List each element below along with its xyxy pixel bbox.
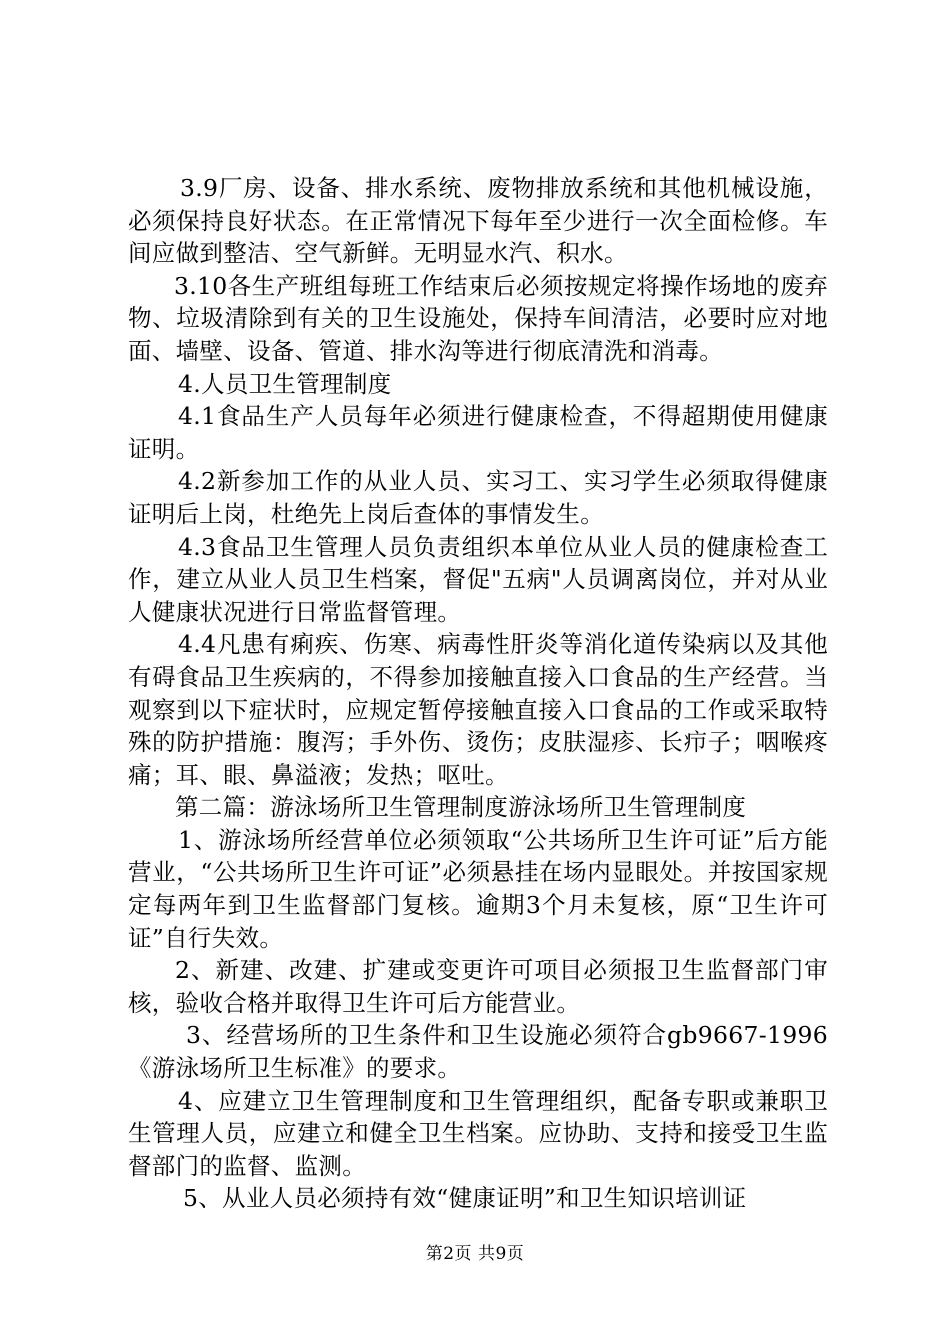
paragraph-item-3: 3、经营场所的卫生条件和卫生设施必须符合gb9667-1996《游泳场所卫生标准》的要求。 (128, 1021, 828, 1083)
section-heading-personnel-hygiene: 4.人员卫生管理制度 (178, 369, 392, 398)
paragraph-item-1: 1、游泳场所经营单位必须领取“公共场所卫生许可证”后方能营业，“公共场所卫生许可证”必须悬挂在场内显眼处。并按国家规定每两年到卫生监督部门复核。逾期3个月未复核，原“卫生许可证”自行失效。 (128, 825, 828, 952)
paragraph-4-4: 4.4凡患有痢疾、伤寒、病毒性肝炎等消化道传染病以及其他有碍食品卫生疾病的，不得参加接触直接入口食品的生产经营。当观察到以下症状时，应规定暂停接触直接入口食品的工作或采取特殊的防护措施：腹泻；手外伤、烫伤；皮肤湿疹、长疖子；咽喉疼痛；耳、眼、鼻溢液；发热；呕吐。 (128, 630, 828, 789)
paragraph-4-3: 4.3食品卫生管理人员负责组织本单位从业人员的健康检查工作，建立从业人员卫生档案，督促"五病"人员调离岗位，并对从业人健康状况进行日常监督管理。 (128, 532, 828, 626)
paragraph-3-9: 3.9厂房、设备、排水系统、废物排放系统和其他机械设施，必须保持良好状态。在正常情况下每年至少进行一次全面检修。车间应做到整洁、空气新鲜。无明显水汽、积水。 (128, 174, 828, 268)
paragraph-item-4: 4、应建立卫生管理制度和卫生管理组织，配备专职或兼职卫生管理人员，应建立和健全卫生档案。应协助、支持和接受卫生监督部门的监督、监测。 (128, 1086, 828, 1180)
chapter-heading-swimming-venue: 第二篇：游泳场所卫生管理制度游泳场所卫生管理制度 (175, 793, 747, 822)
paragraph-4-2: 4.2新参加工作的从业人员、实习工、实习学生必须取得健康证明后上岗，杜绝先上岗后查体的事情发生。 (128, 467, 828, 528)
paragraph-3-10: 3.10各生产班组每班工作结束后必须按规定将操作场地的废弃物、垃圾清除到有关的卫生设施处，保持车间清洁，必要时应对地面、墙壁、设备、管道、排水沟等进行彻底清洗和消毒。 (128, 271, 828, 365)
paragraph-item-2: 2、新建、改建、扩建或变更许可项目必须报卫生监督部门审核，验收合格并取得卫生许可后方能营业。 (128, 956, 828, 1017)
paragraph-item-5: 5、从业人员必须持有效“健康证明”和卫生知识培训证 (183, 1184, 747, 1213)
document-body (128, 172, 828, 1215)
paragraph-4-1: 4.1食品生产人员每年必须进行健康检查，不得超期使用健康证明。 (128, 402, 828, 463)
page-number-footer: 第2页 共9页 (425, 1244, 525, 1264)
